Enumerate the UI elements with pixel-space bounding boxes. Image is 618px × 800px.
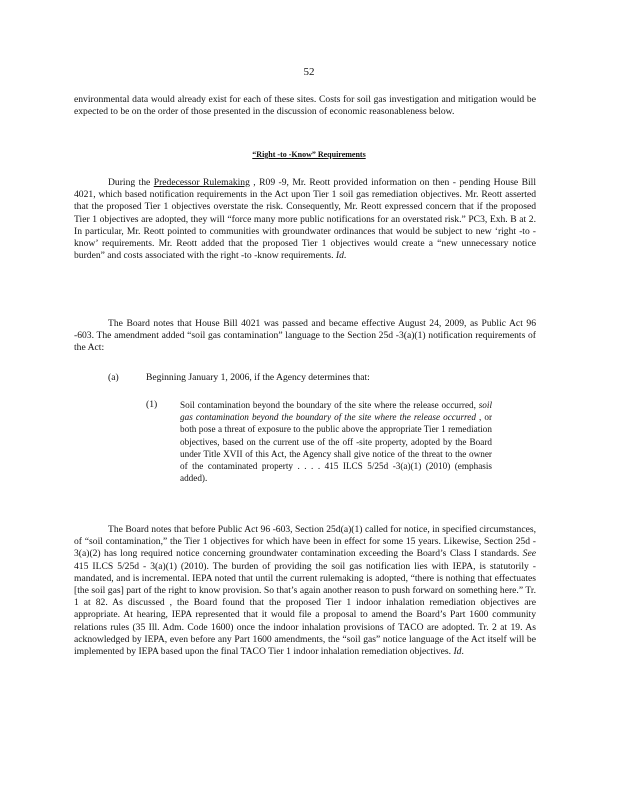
section-heading-text: “Right -to -Know” Requirements: [252, 150, 366, 159]
para4-start: The Board notes that before Public Act 96 -603, Section 25d(a)(1) called for notice, in specified circumstances, of “soil contamination,” the Tier 1 objectives for which have been in effect for some 15 years. Likewise, Section 25d - 3(a)(2) has long required notice concerning groundwater contamination exceeding the Board’s Class I standards.: [74, 524, 536, 560]
quote-emphasis: soil gas contamination beyond the boundary of the site where the release occurred: [180, 400, 492, 423]
para2-end: .: [343, 250, 347, 262]
para2-start: During the: [108, 177, 154, 188]
subsection-a-label: (a): [108, 372, 119, 383]
para4-see-signal: See: [522, 548, 536, 560]
quote-end: , or both pose a threat of exposure to the public above the appropriate Tier 1 remediation objectives, based on the current use of the off -site property, adopted by the Board under Title XVII of this Act, the Agency shall give notice of the threat to the owner of the contaminated property . . . . 415 ILCS 5/25d -3(a)(1) (2010) (emphasis added).: [180, 412, 493, 484]
subsection-1-label: (1): [146, 399, 158, 410]
para4-end: .: [461, 646, 464, 658]
predecessor-rulemaking-link: Predecessor Rulemaking: [153, 177, 250, 188]
paragraph-house-bill: The Board notes that House Bill 4021 was passed and became effective August 24, 2009, as Public Act 96 -603. The amendment added “soil gas contamination” language to the Section 25d -3(a)(1) notification requirements of the Act:: [74, 318, 536, 354]
paragraph-predecessor-rulemaking: [74, 177, 536, 262]
para2-body: , R09 -9, Mr. Reott provided information on then - pending House Bill 4021, which based notification requirements in the Act upon Tier 1 soil gas remediation objectives. Mr. Reott asserted that the proposed Tier 1 objectives overstate the risk. Consequently, Mr. Reott expressed concern that if the proposed Tier 1 objectives are adopted, they will “force many more public notifications for an overstated risk.” PC3, Exh. B at 2. In particular, Mr. Reott pointed to communities with groundwater ordinances that would be subject to new ‘right -to -know’ requirements. Mr. Reott added that the proposed Tier 1 objectives would create a “new unnecessary notice burden” and costs associated with the right -to -know requirements.: [74, 177, 537, 262]
para2-id-cite: Id: [335, 250, 344, 262]
page-number: 52: [303, 66, 315, 78]
section-heading: [0, 150, 618, 159]
subsection-a-text: Beginning January 1, 2006, if the Agency determines that:: [146, 372, 370, 383]
paragraph-public-act: [74, 524, 536, 658]
para4-body: 415 ILCS 5/25d - 3(a)(1) (2010). The burden of providing the soil gas notification lies with IEPA, is statutorily - mandated, and is incremental. IEPA noted that until the current rulemaking is adopted, “there is nothing that effectuates [the soil gas] part of the right to know provision. So that’s again another reason to push forward on something here.” Tr. 1 at 82. As discussed , the Board found that the proposed Tier 1 indoor inhalation remediation objectives are appropriate. At hearing, IEPA represented that it would file a proposal to amend the Board’s Part 1600 community relations rules (35 Ill. Adm. Code 1600) once the indoor inhalation provisions of TACO are adopted. Tr. 2 at 19. As acknowledged by IEPA, even before any Part 1600 amendments, the “soil gas” notice language of the Act itself will be implemented by IEPA based upon the final TACO Tier 1 indoor inhalation remediation objectives.: [74, 560, 536, 658]
para4-id-cite: Id: [453, 646, 462, 658]
statute-quote: [180, 399, 492, 484]
quote-start: Soil contamination beyond the boundary of the site where the release occurred,: [180, 400, 479, 410]
paragraph-costs: environmental data would already exist for each of these sites. Costs for soil gas investigation and mitigation would be expected to be on the order of those presented in the discussion of economic reasonableness below.: [74, 94, 536, 118]
